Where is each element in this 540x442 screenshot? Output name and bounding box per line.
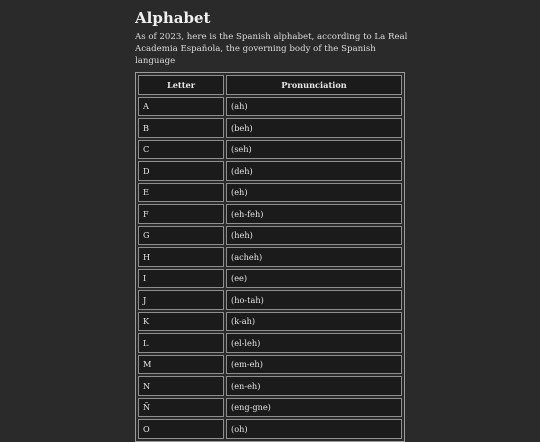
pronunciation-cell: (eh) — [226, 183, 402, 203]
alphabet-table — [135, 72, 405, 442]
table-row — [138, 183, 402, 203]
table-row — [138, 140, 402, 160]
intro-paragraph: As of 2023, here is the Spanish alphabet, according to La Real Academia Española, the governing body of the Spanish language — [135, 32, 408, 66]
letter-cell: O — [138, 419, 224, 439]
letter-cell: I — [138, 269, 224, 289]
letter-cell: H — [138, 247, 224, 267]
pronunciation-cell: (ho-tah) — [226, 290, 402, 310]
table-row — [138, 398, 402, 418]
pronunciation-cell: (ah) — [226, 97, 402, 117]
main-content — [135, 0, 410, 442]
pronunciation-cell: (beh) — [226, 118, 402, 138]
table-row — [138, 247, 402, 267]
table-row — [138, 97, 402, 117]
pronunciation-cell: (oh) — [226, 419, 402, 439]
letter-cell: M — [138, 355, 224, 375]
table-row — [138, 161, 402, 181]
table-row — [138, 376, 402, 396]
letter-cell: Ñ — [138, 398, 224, 418]
letter-cell: J — [138, 290, 224, 310]
pronunciation-cell: (ee) — [226, 269, 402, 289]
pronunciation-cell: (em-eh) — [226, 355, 402, 375]
table-row — [138, 312, 402, 332]
table-row — [138, 333, 402, 353]
letter-cell: A — [138, 97, 224, 117]
pronunciation-cell: (eng-gne) — [226, 398, 402, 418]
table-row — [138, 269, 402, 289]
table-row — [138, 419, 402, 439]
letter-cell: N — [138, 376, 224, 396]
letter-cell: E — [138, 183, 224, 203]
pronunciation-cell: (k-ah) — [226, 312, 402, 332]
pronunciation-cell: (acheh) — [226, 247, 402, 267]
letter-cell: C — [138, 140, 224, 160]
pronunciation-cell: (eh-feh) — [226, 204, 402, 224]
letter-cell: F — [138, 204, 224, 224]
table-row — [138, 290, 402, 310]
letter-cell: L — [138, 333, 224, 353]
pronunciation-cell: (el-leh) — [226, 333, 402, 353]
pronunciation-cell: (heh) — [226, 226, 402, 246]
letter-cell: K — [138, 312, 224, 332]
table-row — [138, 226, 402, 246]
page-title: Alphabet — [135, 9, 211, 27]
pronunciation-cell: (seh) — [226, 140, 402, 160]
header-letter: Letter — [138, 75, 224, 95]
pronunciation-cell: (deh) — [226, 161, 402, 181]
letter-cell: D — [138, 161, 224, 181]
table-row — [138, 118, 402, 138]
letter-cell: G — [138, 226, 224, 246]
header-pronunciation: Pronunciation — [226, 75, 402, 95]
pronunciation-cell: (en-eh) — [226, 376, 402, 396]
table-row — [138, 355, 402, 375]
table-row — [138, 204, 402, 224]
table-header-row — [138, 75, 402, 95]
letter-cell: B — [138, 118, 224, 138]
